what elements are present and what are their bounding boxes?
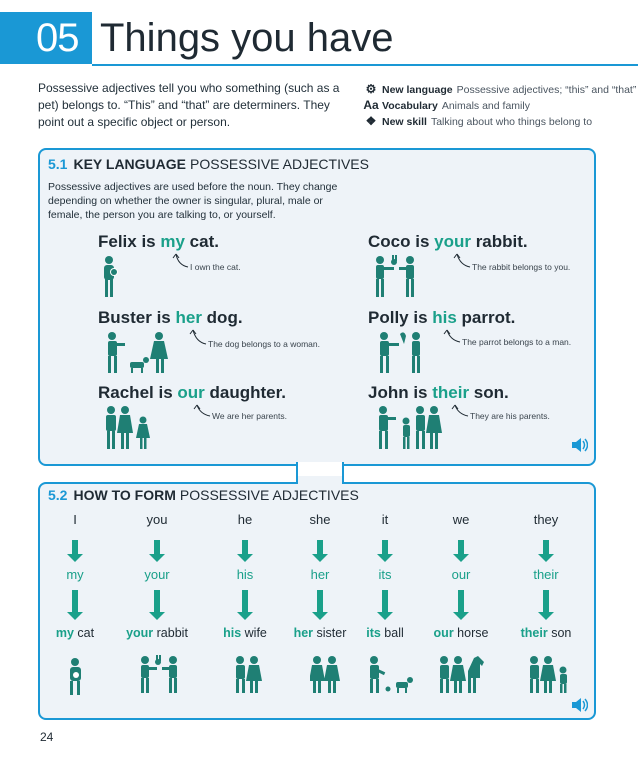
pronoun-label: I <box>73 512 77 527</box>
possessive-example: his wife <box>223 626 267 640</box>
people-with-rabbit-icon <box>138 654 180 694</box>
audio-icon[interactable] <box>572 438 588 452</box>
people-with-horse-icon <box>438 656 488 694</box>
pronoun-label: we <box>452 512 470 527</box>
down-arrow-icon <box>67 590 83 620</box>
possessive-example: her sister <box>293 626 347 640</box>
example-note: They are his parents. <box>470 411 550 421</box>
example-sentence: Felix is my cat. <box>98 232 219 251</box>
possessive-label: his <box>236 567 254 582</box>
possessive-label: her <box>310 567 330 582</box>
down-arrow-icon <box>237 540 253 562</box>
info-new-skill: ❖ New skill Talking about who things belong to <box>362 114 592 129</box>
section-5-1-heading: 5.1 KEY LANGUAGE POSSESSIVE ADJECTIVES <box>48 156 369 172</box>
pronoun-label: he <box>237 512 253 527</box>
man-with-parrot-icon <box>376 330 424 374</box>
down-arrow-icon <box>453 590 469 620</box>
page-title: Things you have <box>100 16 394 60</box>
example-note: We are her parents. <box>212 411 287 421</box>
pronoun-label: you <box>146 512 168 527</box>
example-sentence: Coco is your rabbit. <box>368 232 528 251</box>
down-arrow-icon <box>453 540 469 562</box>
example-sentence: Buster is her dog. <box>98 308 243 327</box>
parents-with-son-icon <box>528 656 570 694</box>
example-note: I own the cat. <box>190 262 241 272</box>
example-sentence: Polly is his parrot. <box>368 308 516 327</box>
info-vocabulary: Aa Vocabulary Animals and family <box>363 98 530 112</box>
audio-icon[interactable] <box>572 698 588 712</box>
example-sentence: John is their son. <box>368 383 509 402</box>
person-with-cat-icon <box>64 658 88 696</box>
person-dog-ball-icon <box>368 656 414 694</box>
section-5-1-description: Possessive adjectives are used before the noun. They change depending on whether the owner is singular, plural, male or female, the person you are talking to, or yourself. <box>48 181 338 221</box>
example-note: The parrot belongs to a man. <box>462 337 572 347</box>
down-arrow-icon <box>312 540 328 562</box>
pronoun-label: it <box>381 512 389 527</box>
down-arrow-icon <box>149 540 165 562</box>
people-with-rabbit-icon <box>372 254 418 298</box>
example-note: The rabbit belongs to you. <box>472 262 571 272</box>
possessive-label: your <box>144 567 170 582</box>
example-note: The dog belongs to a woman. <box>208 339 320 349</box>
chapter-number: 05 <box>0 12 92 64</box>
man-woman-dog-icon <box>104 332 170 374</box>
person-with-cat-icon <box>100 256 122 298</box>
possessive-label: my <box>66 567 84 582</box>
panel-connector-join <box>298 476 342 486</box>
example-sentence: Rachel is our daughter. <box>98 383 286 402</box>
possessive-label: our <box>451 567 471 582</box>
possessive-label: its <box>378 567 392 582</box>
possessive-example: its ball <box>366 626 404 640</box>
down-arrow-icon <box>377 540 393 562</box>
intro-text: Possessive adjectives tell you who something (such as a pet) belongs to. “This” and “that” are determiners. They point out a specific object or person. <box>38 81 340 129</box>
possessive-example: our horse <box>433 626 489 640</box>
possessive-label: their <box>533 567 559 582</box>
page-number: 24 <box>40 730 54 744</box>
vocabulary-icon: Aa <box>363 98 379 112</box>
down-arrow-icon <box>312 590 328 620</box>
sisters-icon <box>310 656 340 694</box>
puzzle-icon: ❖ <box>365 114 377 128</box>
down-arrow-icon <box>67 540 83 562</box>
husband-wife-icon <box>234 656 262 694</box>
down-arrow-icon <box>538 590 554 620</box>
down-arrow-icon <box>149 590 165 620</box>
possessive-example: your rabbit <box>126 626 188 640</box>
possessive-example: their son <box>520 626 572 640</box>
down-arrow-icon <box>377 590 393 620</box>
info-new-language: ⚙ New language Possessive adjectives; “this” and “that” <box>362 82 636 97</box>
gears-icon: ⚙ <box>365 82 377 96</box>
down-arrow-icon <box>538 540 554 562</box>
pronoun-label: she <box>309 512 331 527</box>
possessive-example: my cat <box>55 626 95 640</box>
parents-with-son-icon <box>376 406 442 450</box>
pronoun-label: they <box>533 512 559 527</box>
section-5-2-heading: 5.2 HOW TO FORM POSSESSIVE ADJECTIVES <box>48 487 359 503</box>
family-with-daughter-icon <box>104 406 156 450</box>
down-arrow-icon <box>237 590 253 620</box>
